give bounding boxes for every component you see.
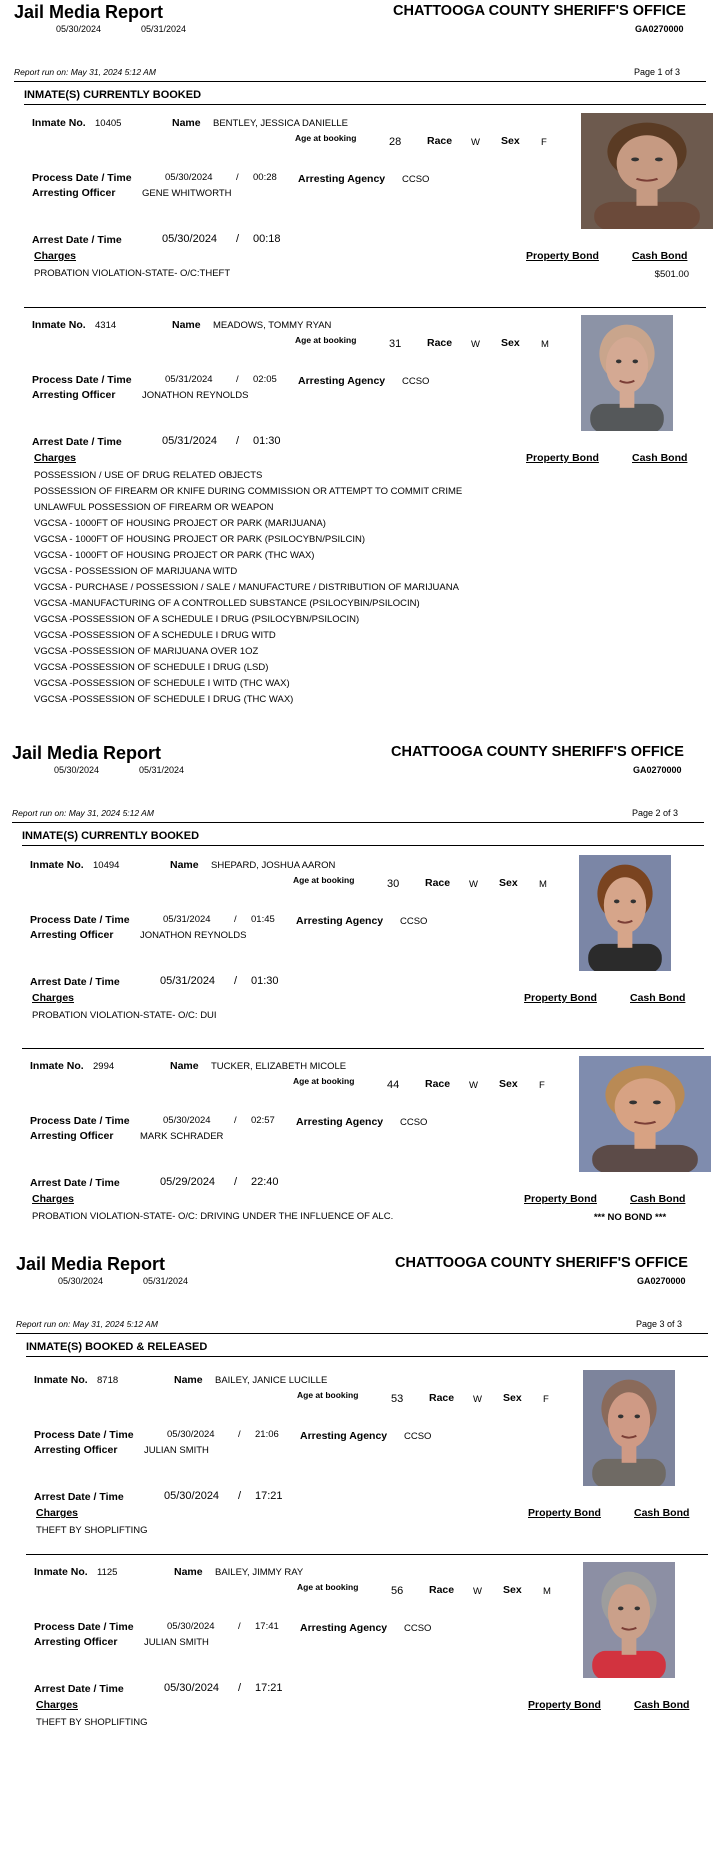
charges-list (34, 468, 534, 708)
inmate-no-value: 1125 (97, 1567, 118, 1578)
race-value: W (471, 339, 480, 350)
to-date: 05/31/2024 (139, 765, 185, 775)
charge-item: VGCSA -POSSESSION OF A SCHEDULE I DRUG WITD (34, 630, 276, 641)
process-time: 00:28 (253, 172, 277, 183)
header-divider (16, 1333, 708, 1334)
arresting-agency-label: Arresting Agency (296, 915, 384, 927)
race-label: Race (429, 1392, 455, 1404)
mugshot-photo (581, 113, 713, 229)
age-label: Age at booking (295, 133, 357, 143)
inmate-no-value: 4314 (95, 320, 117, 331)
report-page (0, 1252, 717, 1772)
report-run-on: Report run on: May 31, 2024 5:12 AM (12, 808, 154, 818)
charge-item: THEFT BY SHOPLIFTING (36, 1717, 148, 1728)
process-datetime-label: Process Date / Time (34, 1621, 134, 1633)
section-title: INMATE(S) CURRENTLY BOOKED (22, 830, 200, 842)
arrest-time: 22:40 (251, 1176, 279, 1188)
property-bond-label: Property Bond (526, 452, 599, 464)
sex-value: M (541, 339, 549, 350)
sex-value: F (541, 137, 547, 148)
cash-bond-label: Cash Bond (634, 1507, 690, 1519)
charge-item: VGCSA - 1000FT OF HOUSING PROJECT OR PARK (THC WAX) (34, 550, 315, 561)
name-label: Name (174, 1374, 203, 1386)
report-title: Jail Media Report (14, 2, 164, 22)
sex-label: Sex (501, 337, 520, 349)
arrest-date: 05/30/2024 (162, 233, 218, 245)
from-date: 05/30/2024 (54, 765, 100, 775)
charges-list (34, 266, 534, 282)
arrest-slash: / (234, 1176, 238, 1188)
name-label: Name (170, 1060, 199, 1072)
inmate-no-value: 10494 (93, 860, 120, 871)
charge-item: VGCSA - POSSESSION OF MARIJUANA WITD (34, 566, 238, 577)
property-bond-label: Property Bond (524, 992, 597, 1004)
section-divider (24, 104, 706, 105)
age-value: 28 (389, 136, 402, 148)
arrest-slash: / (234, 975, 238, 987)
sex-label: Sex (499, 877, 518, 889)
sex-label: Sex (503, 1584, 522, 1596)
record-divider (24, 307, 706, 308)
to-date: 05/31/2024 (141, 24, 187, 34)
arresting-officer-value: JULIAN SMITH (144, 1445, 209, 1456)
mugshot-photo (579, 855, 671, 971)
record-divider (26, 1554, 708, 1555)
charge-item: THEFT BY SHOPLIFTING (36, 1525, 148, 1536)
property-bond-label: Property Bond (526, 250, 599, 262)
name-value: BAILEY, JANICE LUCILLE (215, 1375, 328, 1386)
inmate-record (0, 1562, 717, 1762)
inmate-record (0, 1056, 717, 1256)
arrest-datetime-label: Arrest Date / Time (32, 436, 122, 448)
arrest-datetime-label: Arrest Date / Time (34, 1683, 124, 1695)
arrest-time: 17:21 (255, 1682, 283, 1694)
race-label: Race (425, 1078, 451, 1090)
arrest-slash: / (236, 435, 240, 447)
age-value: 56 (391, 1585, 404, 1597)
arrest-slash: / (238, 1490, 242, 1502)
age-label: Age at booking (293, 1076, 355, 1086)
arrest-date: 05/31/2024 (162, 435, 218, 447)
process-date: 05/30/2024 (167, 1429, 215, 1440)
name-value: BAILEY, JIMMY RAY (215, 1567, 304, 1578)
property-bond-label: Property Bond (528, 1507, 601, 1519)
sex-value: F (543, 1394, 549, 1405)
charges-list (32, 1008, 532, 1024)
sex-value: F (539, 1080, 545, 1091)
race-value: W (469, 879, 478, 890)
arresting-officer-label: Arresting Officer (32, 389, 116, 401)
agency-name: CHATTOOGA COUNTY SHERIFF'S OFFICE (395, 1255, 688, 1271)
arresting-agency-label: Arresting Agency (300, 1622, 388, 1634)
inmate-no-label: Inmate No. (32, 319, 86, 331)
race-value: W (473, 1394, 482, 1405)
arrest-date: 05/30/2024 (164, 1682, 220, 1694)
arresting-agency-value: CCSO (404, 1431, 432, 1442)
cash-bond-label: Cash Bond (634, 1699, 690, 1711)
arrest-datetime-label: Arrest Date / Time (30, 976, 120, 988)
process-time: 02:05 (253, 374, 277, 385)
race-value: W (473, 1586, 482, 1597)
to-date: 05/31/2024 (143, 1276, 189, 1286)
process-date: 05/30/2024 (165, 172, 213, 183)
process-datetime-label: Process Date / Time (32, 172, 132, 184)
cash-bond-label: Cash Bond (630, 992, 686, 1004)
name-label: Name (170, 859, 199, 871)
process-time: 17:41 (255, 1621, 279, 1632)
header-divider (12, 822, 704, 823)
arresting-agency-value: CCSO (404, 1623, 432, 1634)
arresting-agency-label: Arresting Agency (300, 1430, 388, 1442)
race-label: Race (427, 337, 453, 349)
process-date: 05/30/2024 (163, 1115, 211, 1126)
age-label: Age at booking (295, 335, 357, 345)
name-label: Name (174, 1566, 203, 1578)
charge-item: VGCSA -POSSESSION OF SCHEDULE I DRUG (LSD) (34, 662, 269, 673)
mugshot-photo (583, 1562, 675, 1678)
arresting-agency-label: Arresting Agency (296, 1116, 384, 1128)
arresting-agency-value: CCSO (402, 174, 430, 185)
arresting-agency-value: CCSO (400, 1117, 428, 1128)
inmate-no-label: Inmate No. (30, 859, 84, 871)
process-datetime-label: Process Date / Time (30, 1115, 130, 1127)
header-divider (14, 81, 706, 82)
charge-item: POSSESSION OF FIREARM OR KNIFE DURING COMMISSION OR ATTEMPT TO COMMIT CRIME (34, 486, 463, 497)
arrest-time: 17:21 (255, 1490, 283, 1502)
name-label: Name (172, 319, 201, 331)
charges-list (36, 1715, 536, 1731)
process-slash: / (238, 1621, 241, 1632)
agency-name: CHATTOOGA COUNTY SHERIFF'S OFFICE (393, 3, 686, 19)
name-value: BENTLEY, JESSICA DANIELLE (213, 118, 348, 129)
race-value: W (469, 1080, 478, 1091)
inmate-record (0, 315, 717, 705)
charges-label: Charges (36, 1699, 79, 1711)
age-value: 31 (389, 338, 402, 350)
section-divider (22, 845, 704, 846)
age-label: Age at booking (293, 875, 355, 885)
process-slash: / (236, 374, 239, 385)
inmate-record (0, 1370, 717, 1570)
arrest-datetime-label: Arrest Date / Time (32, 234, 122, 246)
arresting-agency-value: CCSO (400, 916, 428, 927)
charges-label: Charges (32, 1193, 75, 1205)
report-page (0, 741, 717, 1261)
name-value: SHEPARD, JOSHUA AARON (211, 860, 336, 871)
inmate-record (0, 113, 717, 313)
arresting-officer-label: Arresting Officer (30, 1130, 114, 1142)
process-time: 02:57 (251, 1115, 275, 1126)
property-bond-label: Property Bond (528, 1699, 601, 1711)
inmate-no-label: Inmate No. (34, 1374, 88, 1386)
page-number: Page 2 of 3 (632, 808, 679, 818)
process-slash: / (234, 1115, 237, 1126)
record-divider (22, 1048, 704, 1049)
arrest-time: 01:30 (253, 435, 281, 447)
arrest-time: 01:30 (251, 975, 279, 987)
charge-item: VGCSA -MANUFACTURING OF A CONTROLLED SUBSTANCE (PSILOCYBIN/PSILOCIN) (34, 598, 420, 609)
arrest-datetime-label: Arrest Date / Time (30, 1177, 120, 1189)
agency-name: CHATTOOGA COUNTY SHERIFF'S OFFICE (391, 744, 684, 760)
section-divider (26, 1356, 708, 1357)
charge-item: VGCSA -POSSESSION OF SCHEDULE I DRUG (THC WAX) (34, 694, 294, 705)
name-value: TUCKER, ELIZABETH MICOLE (211, 1061, 347, 1072)
arresting-officer-value: GENE WHITWORTH (142, 188, 232, 199)
process-date: 05/30/2024 (167, 1621, 215, 1632)
charges-list (32, 1209, 532, 1225)
charges-label: Charges (34, 452, 77, 464)
process-time: 21:06 (255, 1429, 279, 1440)
name-label: Name (172, 117, 201, 129)
arrest-date: 05/31/2024 (160, 975, 216, 987)
race-label: Race (427, 135, 453, 147)
charge-item: PROBATION VIOLATION-STATE- O/C:THEFT (34, 268, 231, 279)
inmate-no-label: Inmate No. (34, 1566, 88, 1578)
arrest-slash: / (236, 233, 240, 245)
section-title: INMATE(S) CURRENTLY BOOKED (24, 89, 202, 101)
cash-bond-label: Cash Bond (630, 1193, 686, 1205)
charge-item: VGCSA -POSSESSION OF MARIJUANA OVER 1OZ (34, 646, 259, 657)
sex-label: Sex (501, 135, 520, 147)
arresting-agency-label: Arresting Agency (298, 375, 386, 387)
inmate-no-value: 2994 (93, 1061, 115, 1072)
arrest-date: 05/29/2024 (160, 1176, 216, 1188)
charge-item: VGCSA - 1000FT OF HOUSING PROJECT OR PARK (PSILOCYBN/PSILCIN) (34, 534, 365, 545)
mugshot-photo (579, 1056, 711, 1172)
process-datetime-label: Process Date / Time (32, 374, 132, 386)
arrest-slash: / (238, 1682, 242, 1694)
inmate-no-label: Inmate No. (30, 1060, 84, 1072)
age-label: Age at booking (297, 1582, 359, 1592)
page-number: Page 3 of 3 (636, 1319, 683, 1329)
report-title: Jail Media Report (12, 743, 162, 763)
age-value: 44 (387, 1079, 400, 1091)
inmate-record (0, 855, 717, 1055)
arresting-officer-label: Arresting Officer (34, 1444, 118, 1456)
arresting-agency-value: CCSO (402, 376, 430, 387)
charge-item: PROBATION VIOLATION-STATE- O/C: DUI (32, 1010, 217, 1021)
arresting-officer-label: Arresting Officer (34, 1636, 118, 1648)
race-label: Race (429, 1584, 455, 1596)
charge-item: VGCSA -POSSESSION OF SCHEDULE I WITD (THC WAX) (34, 678, 290, 689)
race-value: W (471, 137, 480, 148)
process-slash: / (234, 914, 237, 925)
charges-list (36, 1523, 536, 1539)
report-run-on: Report run on: May 31, 2024 5:12 AM (14, 67, 156, 77)
process-date: 05/31/2024 (163, 914, 211, 925)
property-bond-label: Property Bond (524, 1193, 597, 1205)
ori-number: GA0270000 (637, 1276, 686, 1286)
cash-bond-value: *** NO BOND *** (593, 1212, 667, 1223)
age-label: Age at booking (297, 1390, 359, 1400)
arresting-officer-value: JULIAN SMITH (144, 1637, 209, 1648)
age-value: 53 (391, 1393, 404, 1405)
arresting-officer-label: Arresting Officer (32, 187, 116, 199)
charge-item: VGCSA - 1000FT OF HOUSING PROJECT OR PARK (MARIJUANA) (34, 518, 326, 529)
arresting-agency-label: Arresting Agency (298, 173, 386, 185)
sex-label: Sex (503, 1392, 522, 1404)
inmate-no-value: 8718 (97, 1375, 119, 1386)
arrest-datetime-label: Arrest Date / Time (34, 1491, 124, 1503)
arrest-time: 00:18 (253, 233, 281, 245)
process-slash: / (238, 1429, 241, 1440)
process-time: 01:45 (251, 914, 275, 925)
process-datetime-label: Process Date / Time (30, 914, 130, 926)
process-slash: / (236, 172, 239, 183)
arresting-officer-label: Arresting Officer (30, 929, 114, 941)
ori-number: GA0270000 (635, 24, 684, 34)
section-title: INMATE(S) BOOKED & RELEASED (26, 1341, 208, 1353)
process-datetime-label: Process Date / Time (34, 1429, 134, 1441)
mugshot-photo (581, 315, 673, 431)
mugshot-photo (583, 1370, 675, 1486)
sex-value: M (543, 1586, 551, 1597)
name-value: MEADOWS, TOMMY RYAN (213, 320, 332, 331)
cash-bond-value: $501.00 (654, 269, 689, 280)
charges-label: Charges (34, 250, 77, 262)
race-label: Race (425, 877, 451, 889)
inmate-no-value: 10405 (95, 118, 122, 129)
charge-item: UNLAWFUL POSSESSION OF FIREARM OR WEAPON (34, 502, 274, 513)
arrest-date: 05/30/2024 (164, 1490, 220, 1502)
ori-number: GA0270000 (633, 765, 682, 775)
process-date: 05/31/2024 (165, 374, 213, 385)
arresting-officer-value: JONATHON REYNOLDS (140, 930, 247, 941)
from-date: 05/30/2024 (58, 1276, 104, 1286)
arresting-officer-value: JONATHON REYNOLDS (142, 390, 249, 401)
inmate-no-label: Inmate No. (32, 117, 86, 129)
charge-item: VGCSA -POSSESSION OF A SCHEDULE I DRUG (PSILOCYBN/PSILOCIN) (34, 614, 360, 625)
report-run-on: Report run on: May 31, 2024 5:12 AM (16, 1319, 158, 1329)
report-title: Jail Media Report (16, 1254, 166, 1274)
cash-bond-label: Cash Bond (632, 452, 688, 464)
report-page (0, 0, 717, 705)
from-date: 05/30/2024 (56, 24, 102, 34)
page-number: Page 1 of 3 (634, 67, 681, 77)
charges-label: Charges (36, 1507, 79, 1519)
charge-item: POSSESSION / USE OF DRUG RELATED OBJECTS (34, 470, 263, 481)
charges-label: Charges (32, 992, 75, 1004)
age-value: 30 (387, 878, 400, 890)
arresting-officer-value: MARK SCHRADER (140, 1131, 224, 1142)
charge-item: VGCSA - PURCHASE / POSSESSION / SALE / MANUFACTURE / DISTRIBUTION OF MARIJUANA (34, 582, 459, 593)
sex-value: M (539, 879, 547, 890)
charge-item: PROBATION VIOLATION-STATE- O/C: DRIVING UNDER THE INFLUENCE OF ALC. (32, 1211, 394, 1222)
cash-bond-label: Cash Bond (632, 250, 688, 262)
sex-label: Sex (499, 1078, 518, 1090)
